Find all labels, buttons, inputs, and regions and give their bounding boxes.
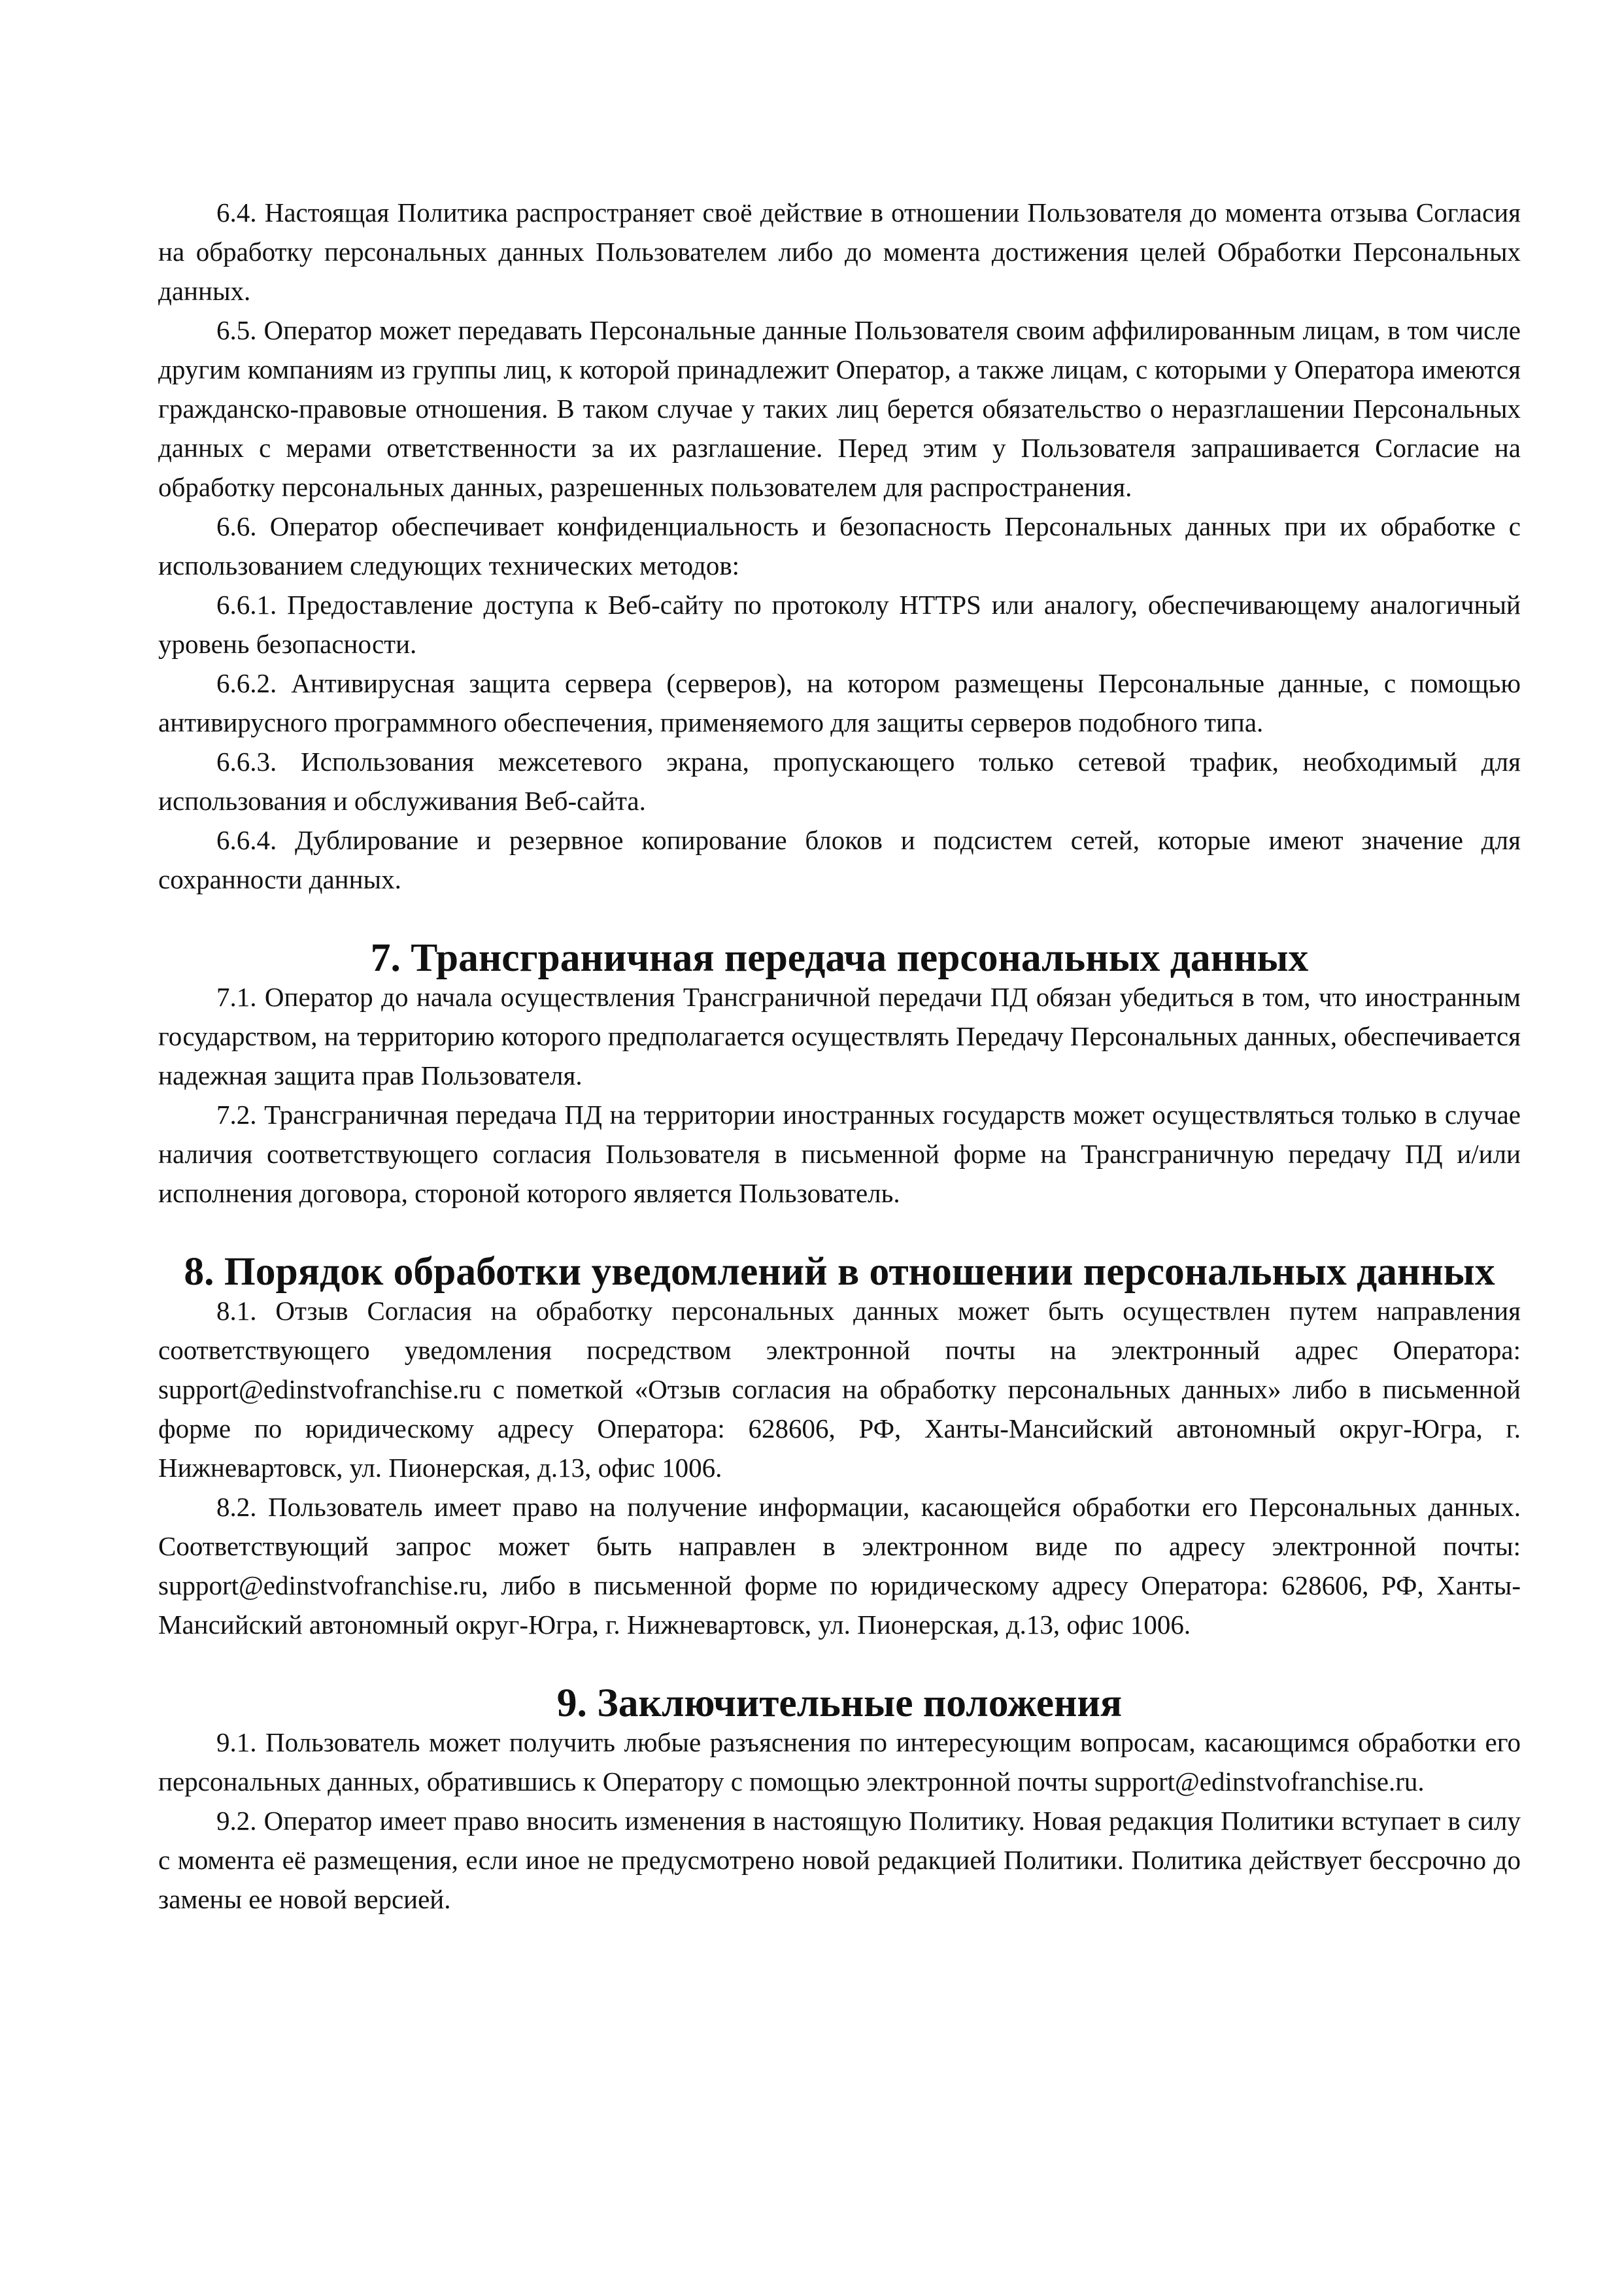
paragraph-6-6: 6.6. Оператор обеспечивает конфиденциальность и безопасность Персональных данных при их обработке с использованием следующих технических методов:	[158, 511, 1521, 581]
section-heading-9: 9. Заключительные положения	[556, 1681, 1123, 1725]
paragraph-6-4: 6.4. Настоящая Политика распространяет своё действие в отношении Пользователя до момента отзыва Согласия на обработку персональных данных Пользователем либо до момента достижения целей Обработки Персональных данных.	[158, 197, 1521, 306]
paragraph-8-1: 8.1. Отзыв Согласия на обработку персональных данных может быть осуществлен путем направления соответствующего уведомления посредством электронной почты на электронный адрес Оператора: support@edinstvofranchise.ru с пометкой «Отзыв согласия на обработку персональных данных» либо в письменной форме по юридическому адресу Оператора: 628606, РФ, Ханты-Мансийский автономный округ-Югра, г. Нижневартовск, ул. Пионерская, д.13, офис 1006.	[158, 1296, 1521, 1483]
paragraph-7-2: 7.2. Трансграничная передача ПД на территории иностранных государств может осуществляться только в случае наличия соответствующего согласия Пользователя в письменной форме на Трансграничную передачу ПД и/или исполнения договора, стороной которого является Пользователь.	[158, 1100, 1521, 1208]
paragraph-6-5: 6.5. Оператор может передавать Персональные данные Пользователя своим аффилированным лицам, в том числе другим компаниям из группы лиц, к которой принадлежит Оператор, а также лицам, с которыми у Оператора имеются гражданско-правовые отношения. В таком случае у таких лиц берется обязательство о неразглашении Персональных данных с мерами ответственности за их разглашение. Перед этим у Пользователя запрашивается Согласие на обработку персональных данных, разрешенных пользователем для распространения.	[158, 315, 1521, 502]
section-heading-8: 8. Порядок обработки уведомлений в отношении персональных данных	[184, 1249, 1495, 1294]
section-spacer	[158, 1213, 1521, 1252]
section-spacer	[158, 899, 1521, 938]
section-heading-7: 7. Трансграничная передача персональных данных	[370, 936, 1309, 980]
paragraph-6-6-2: 6.6.2. Антивирусная защита сервера (серверов), на котором размещены Персональные данные, с помощью антивирусного программного обеспечения, применяемого для защиты серверов подобного типа.	[158, 668, 1521, 737]
paragraph-6-6-1: 6.6.1. Предоставление доступа к Веб-сайту по протоколу HTTPS или аналогу, обеспечивающему аналогичный уровень безопасности.	[158, 590, 1521, 659]
paragraph-6-6-4: 6.6.4. Дублирование и резервное копирование блоков и подсистем сетей, которые имеют значение для сохранности данных.	[158, 825, 1521, 894]
section-spacer	[158, 1644, 1521, 1683]
paragraph-9-1: 9.1. Пользователь может получить любые разъяснения по интересующим вопросам, касающимся обработки его персональных данных, обратившись к Оператору с помощью электронной почты support@edinstvofranchise.ru.	[158, 1727, 1521, 1796]
paragraph-7-1: 7.1. Оператор до начала осуществления Трансграничной передачи ПД обязан убедиться в том, что иностранным государством, на территорию которого предполагается осуществлять Передачу Персональных данных, обеспечивается надежная защита прав Пользователя.	[158, 982, 1521, 1090]
paragraph-8-2: 8.2. Пользователь имеет право на получение информации, касающейся обработки его Персональных данных. Соответствующий запрос может быть направлен в электронном виде по адресу электронной почты: support@edinstvofranchise.ru, либо в письменной форме по юридическому адресу Оператора: 628606, РФ, Ханты-Мансийский автономный округ-Югра, г. Нижневартовск, ул. Пионерская, д.13, офис 1006.	[158, 1492, 1521, 1640]
paragraph-9-2: 9.2. Оператор имеет право вносить изменения в настоящую Политику. Новая редакция Политики вступает в силу с момента её размещения, если иное не предусмотрено новой редакцией Политики. Политика действует бессрочно до замены ее новой версией.	[158, 1806, 1521, 1914]
document-page	[158, 193, 1521, 1919]
paragraph-6-6-3: 6.6.3. Использования межсетевого экрана, пропускающего только сетевой трафик, необходимый для использования и обслуживания Веб-сайта.	[158, 747, 1521, 816]
